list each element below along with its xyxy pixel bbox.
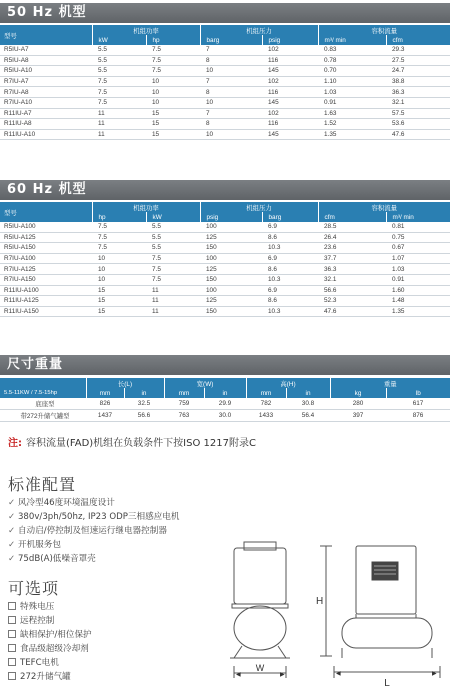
- table-row: [0, 87, 450, 98]
- value-cell: 7: [200, 108, 262, 119]
- check-icon: ✓: [8, 512, 18, 522]
- unit-header: cfm: [318, 212, 386, 222]
- list-item-label: 食品级超级冷却剂: [20, 644, 89, 654]
- value-cell: 145: [262, 129, 318, 140]
- list-item: [8, 656, 92, 670]
- value-cell: 47.6: [318, 306, 386, 317]
- model-cell: R7IU-A8: [0, 87, 92, 98]
- table-row: [0, 232, 450, 243]
- value-cell: 763: [164, 410, 204, 422]
- value-cell: 0.78: [318, 55, 386, 66]
- list-item-label: TEFC电机: [20, 658, 59, 668]
- value-cell: 5.5: [146, 243, 200, 254]
- table-row: [0, 243, 450, 254]
- svg-text:▶: ▶: [280, 672, 285, 678]
- model-cell: R5IU-A7: [0, 45, 92, 55]
- side-view-drawing: [312, 528, 446, 700]
- value-cell: 782: [246, 398, 286, 410]
- value-cell: 8: [200, 119, 262, 130]
- value-cell: 15: [146, 108, 200, 119]
- value-cell: 26.4: [318, 232, 386, 243]
- value-cell: 8.6: [262, 296, 318, 307]
- svg-text:◀: ◀: [236, 672, 241, 678]
- check-icon: ✓: [8, 498, 18, 508]
- value-cell: 30.8: [286, 398, 330, 410]
- value-cell: 8: [200, 55, 262, 66]
- value-cell: 10: [92, 264, 146, 275]
- value-cell: 5.5: [92, 55, 146, 66]
- list-item: [8, 552, 179, 566]
- value-cell: 7: [200, 76, 262, 87]
- value-cell: 36.3: [386, 87, 450, 98]
- section-title-dimensions: 尺寸重量: [0, 355, 450, 375]
- value-cell: 0.81: [386, 222, 450, 232]
- col-header-model: 型号: [0, 25, 92, 45]
- list-item: [8, 628, 92, 642]
- table-row: [0, 285, 450, 296]
- optional-title: 可选项: [8, 579, 60, 598]
- value-cell: 56.6: [124, 410, 164, 422]
- value-cell: 397: [330, 410, 386, 422]
- col-group-length: 长(L): [86, 378, 164, 388]
- unit-header: hp: [146, 35, 200, 45]
- unit-header: in: [286, 388, 330, 398]
- table-row: [0, 296, 450, 307]
- front-view-drawing: [222, 528, 312, 700]
- value-cell: 145: [262, 66, 318, 77]
- col-group-width: 宽(W): [164, 378, 246, 388]
- col-group-height: 高(H): [246, 378, 330, 388]
- value-cell: 29.9: [204, 398, 246, 410]
- value-cell: 7.5: [92, 76, 146, 87]
- value-cell: 47.6: [386, 129, 450, 140]
- check-icon: ✓: [8, 540, 18, 550]
- value-cell: 100: [200, 253, 262, 264]
- unit-header: m³/ min: [318, 35, 386, 45]
- list-item-label: 75dB(A)低噪音罩壳: [17, 554, 96, 564]
- value-cell: 10: [200, 97, 262, 108]
- value-cell: 6.9: [262, 285, 318, 296]
- list-item-label: 缺相保护/相位保护: [20, 630, 92, 640]
- value-cell: 0.75: [386, 232, 450, 243]
- list-item-label: 272升储气罐: [20, 672, 71, 682]
- svg-text:▶: ▶: [432, 671, 437, 677]
- col-group-flow: 容积流量: [318, 25, 450, 35]
- value-cell: 617: [386, 398, 450, 410]
- value-cell: 7.5: [146, 253, 200, 264]
- unit-header: psig: [200, 212, 262, 222]
- value-cell: 10: [146, 76, 200, 87]
- model-cell: R11IU-A100: [0, 285, 92, 296]
- value-cell: 10: [146, 87, 200, 98]
- model-cell: R11IU-A8: [0, 119, 92, 130]
- value-cell: 5.5: [146, 222, 200, 232]
- fad-note: [8, 434, 256, 449]
- model-cell: R7IU-A150: [0, 274, 92, 285]
- list-item-label: 远程控制: [20, 616, 55, 626]
- value-cell: 0.91: [318, 97, 386, 108]
- value-cell: 125: [200, 264, 262, 275]
- value-cell: 150: [200, 306, 262, 317]
- checkbox-icon: [8, 630, 16, 638]
- value-cell: 1.60: [386, 285, 450, 296]
- standard-config-list: [8, 496, 179, 566]
- value-cell: 759: [164, 398, 204, 410]
- value-cell: 32.1: [386, 97, 450, 108]
- table-row: [0, 76, 450, 87]
- unit-header: lb: [386, 388, 450, 398]
- value-cell: 1437: [86, 410, 124, 422]
- value-cell: 102: [262, 76, 318, 87]
- col-group-weight: 重量: [330, 378, 450, 388]
- model-cell: 带272升储气罐型: [0, 410, 86, 422]
- control-panel: [372, 562, 398, 580]
- svg-text:◀: ◀: [336, 671, 341, 677]
- value-cell: 7.5: [92, 232, 146, 243]
- unit-header: mm: [86, 388, 124, 398]
- value-cell: 56.4: [286, 410, 330, 422]
- value-cell: 10: [92, 253, 146, 264]
- value-cell: 32.5: [124, 398, 164, 410]
- note-mark: 注:: [8, 438, 22, 449]
- value-cell: 37.7: [318, 253, 386, 264]
- list-item: [8, 600, 92, 614]
- value-cell: 29.3: [386, 45, 450, 55]
- col-group-pressure: 机组压力: [200, 25, 318, 35]
- unit-header: in: [204, 388, 246, 398]
- table-row: [0, 253, 450, 264]
- model-cell: R11IU-A10: [0, 129, 92, 140]
- col-group-pressure: 机组压力: [200, 202, 318, 212]
- value-cell: 150: [200, 243, 262, 254]
- list-item: [8, 510, 179, 524]
- table-row: [0, 410, 450, 422]
- list-item-label: 特殊电压: [20, 602, 55, 612]
- unit-header: barg: [200, 35, 262, 45]
- value-cell: 24.7: [386, 66, 450, 77]
- value-cell: 5.5: [92, 66, 146, 77]
- list-item: [8, 496, 179, 510]
- value-cell: 11: [92, 119, 146, 130]
- value-cell: 6.9: [262, 253, 318, 264]
- value-cell: 11: [92, 108, 146, 119]
- value-cell: 56.6: [318, 285, 386, 296]
- model-cell: R5IU-A8: [0, 55, 92, 66]
- value-cell: 8.6: [262, 232, 318, 243]
- value-cell: 7: [200, 45, 262, 55]
- value-cell: 7.5: [92, 87, 146, 98]
- model-cell: R7IU-A125: [0, 264, 92, 275]
- value-cell: 7.5: [92, 222, 146, 232]
- value-cell: 10.3: [262, 306, 318, 317]
- value-cell: 27.5: [386, 55, 450, 66]
- unit-header: kg: [330, 388, 386, 398]
- checkbox-icon: [8, 644, 16, 652]
- air-tank: [342, 618, 432, 648]
- table-row: [0, 306, 450, 317]
- checkbox-icon: [8, 658, 16, 666]
- cabinet-top-panel: [244, 542, 276, 550]
- value-cell: 1.35: [318, 129, 386, 140]
- value-cell: 826: [86, 398, 124, 410]
- list-item-label: 380v/3ph/50hz, IP23 ODP三相感应电机: [17, 512, 180, 522]
- value-cell: 28.5: [318, 222, 386, 232]
- value-cell: 5.5: [146, 232, 200, 243]
- model-cell: R11IU-A125: [0, 296, 92, 307]
- value-cell: 15: [92, 306, 146, 317]
- table-row: [0, 274, 450, 285]
- table-row: [0, 66, 450, 77]
- model-cell: R7IU-A10: [0, 97, 92, 108]
- value-cell: 15: [146, 119, 200, 130]
- value-cell: 150: [200, 274, 262, 285]
- value-cell: 1.03: [318, 87, 386, 98]
- table-60hz: [0, 202, 450, 317]
- value-cell: 7.5: [146, 274, 200, 285]
- value-cell: 125: [200, 232, 262, 243]
- value-cell: 10: [200, 129, 262, 140]
- value-cell: 7.5: [146, 66, 200, 77]
- value-cell: 15: [146, 129, 200, 140]
- model-cell: R7IU-A100: [0, 253, 92, 264]
- cabinet-front: [234, 548, 286, 604]
- value-cell: 116: [262, 87, 318, 98]
- list-item: [8, 642, 92, 656]
- value-cell: 1433: [246, 410, 286, 422]
- value-cell: 10: [200, 66, 262, 77]
- note-text: 容积流量(FAD)机组在负载条件下按ISO 1217附录C: [26, 438, 256, 449]
- value-cell: 30.0: [204, 410, 246, 422]
- col-group-flow: 容积流量: [318, 202, 450, 212]
- value-cell: 1.07: [386, 253, 450, 264]
- value-cell: 11: [92, 129, 146, 140]
- value-cell: 5.5: [92, 45, 146, 55]
- col-header-model: 型号: [0, 202, 92, 222]
- model-range: 5.5-11KW / 7.5-15hp: [0, 388, 86, 398]
- value-cell: 15: [92, 296, 146, 307]
- unit-header: barg: [262, 212, 318, 222]
- dim-label-h: H: [316, 596, 324, 607]
- value-cell: 0.91: [386, 274, 450, 285]
- model-cell: R7IU-A7: [0, 76, 92, 87]
- list-item: [8, 614, 92, 628]
- check-icon: ✓: [8, 526, 18, 536]
- checkbox-icon: [8, 672, 16, 680]
- value-cell: 53.6: [386, 119, 450, 130]
- unit-header: cfm: [386, 35, 450, 45]
- table-row: [0, 55, 450, 66]
- value-cell: 32.1: [318, 274, 386, 285]
- value-cell: 15: [92, 285, 146, 296]
- value-cell: 11: [146, 296, 200, 307]
- value-cell: 1.63: [318, 108, 386, 119]
- list-item: [8, 538, 179, 552]
- value-cell: 100: [200, 285, 262, 296]
- col-group-power: 机组功率: [92, 25, 200, 35]
- model-cell: R11IU-A7: [0, 108, 92, 119]
- tank-end: [234, 606, 286, 650]
- value-cell: 116: [262, 119, 318, 130]
- list-item: [8, 524, 179, 538]
- unit-header: kW: [92, 35, 146, 45]
- value-cell: 0.83: [318, 45, 386, 55]
- value-cell: 11: [146, 306, 200, 317]
- value-cell: 10: [92, 274, 146, 285]
- list-item-label: 开机服务包: [17, 540, 61, 550]
- unit-header: in: [124, 388, 164, 398]
- table-row: [0, 264, 450, 275]
- value-cell: 102: [262, 108, 318, 119]
- optional-list: [8, 600, 92, 684]
- list-item-label: 风冷型46度环境温度设计: [17, 498, 115, 508]
- value-cell: 7.5: [146, 45, 200, 55]
- value-cell: 0.70: [318, 66, 386, 77]
- value-cell: 8.6: [262, 264, 318, 275]
- value-cell: 11: [146, 285, 200, 296]
- value-cell: 1.52: [318, 119, 386, 130]
- value-cell: 1.48: [386, 296, 450, 307]
- table-row: [0, 97, 450, 108]
- unit-header: mm: [246, 388, 286, 398]
- dim-label-w: W: [255, 663, 265, 673]
- col-group-power: 机组功率: [92, 202, 200, 212]
- value-cell: 1.10: [318, 76, 386, 87]
- value-cell: 10.3: [262, 274, 318, 285]
- value-cell: 125: [200, 296, 262, 307]
- checkbox-icon: [8, 616, 16, 624]
- table-row: [0, 45, 450, 55]
- model-cell: R5IU-A10: [0, 66, 92, 77]
- value-cell: 57.5: [386, 108, 450, 119]
- value-cell: 10.3: [262, 243, 318, 254]
- value-cell: 7.5: [146, 55, 200, 66]
- value-cell: 100: [200, 222, 262, 232]
- check-icon: ✓: [8, 554, 18, 564]
- table-row: [0, 129, 450, 140]
- checkbox-icon: [8, 602, 16, 610]
- value-cell: 7.5: [146, 264, 200, 275]
- unit-header: hp: [92, 212, 146, 222]
- model-cell: R5IU-A100: [0, 222, 92, 232]
- unit-header: mm: [164, 388, 204, 398]
- model-cell: R5IU-A125: [0, 232, 92, 243]
- table-row: [0, 119, 450, 130]
- value-cell: 36.3: [318, 264, 386, 275]
- value-cell: 116: [262, 55, 318, 66]
- value-cell: 876: [386, 410, 450, 422]
- value-cell: 38.8: [386, 76, 450, 87]
- unit-header: psig: [262, 35, 318, 45]
- section-title-50hz: 50 Hz 机型: [0, 3, 450, 23]
- value-cell: 1.03: [386, 264, 450, 275]
- value-cell: 0.67: [386, 243, 450, 254]
- value-cell: 6.9: [262, 222, 318, 232]
- model-cell: R11IU-A150: [0, 306, 92, 317]
- value-cell: 145: [262, 97, 318, 108]
- list-item-label: 自动启/停控制及恒速运行继电器控制器: [17, 526, 167, 536]
- value-cell: 10: [146, 97, 200, 108]
- value-cell: 102: [262, 45, 318, 55]
- value-cell: 1.35: [386, 306, 450, 317]
- table-dimensions: [0, 378, 450, 422]
- model-cell: 底座型: [0, 398, 86, 410]
- unit-header: kW: [146, 212, 200, 222]
- table-50hz: [0, 25, 450, 140]
- dim-label-l: L: [384, 678, 390, 689]
- table-row: [0, 398, 450, 410]
- unit-header: m³/ min: [386, 212, 450, 222]
- list-item: [8, 670, 92, 684]
- value-cell: 7.5: [92, 97, 146, 108]
- value-cell: 23.6: [318, 243, 386, 254]
- value-cell: 8: [200, 87, 262, 98]
- value-cell: 7.5: [92, 243, 146, 254]
- section-title-60hz: 60 Hz 机型: [0, 180, 450, 200]
- standard-config-title: 标准配置: [8, 475, 77, 494]
- table-row: [0, 108, 450, 119]
- table-row: [0, 222, 450, 232]
- value-cell: 52.3: [318, 296, 386, 307]
- value-cell: 280: [330, 398, 386, 410]
- model-cell: R5IU-A150: [0, 243, 92, 254]
